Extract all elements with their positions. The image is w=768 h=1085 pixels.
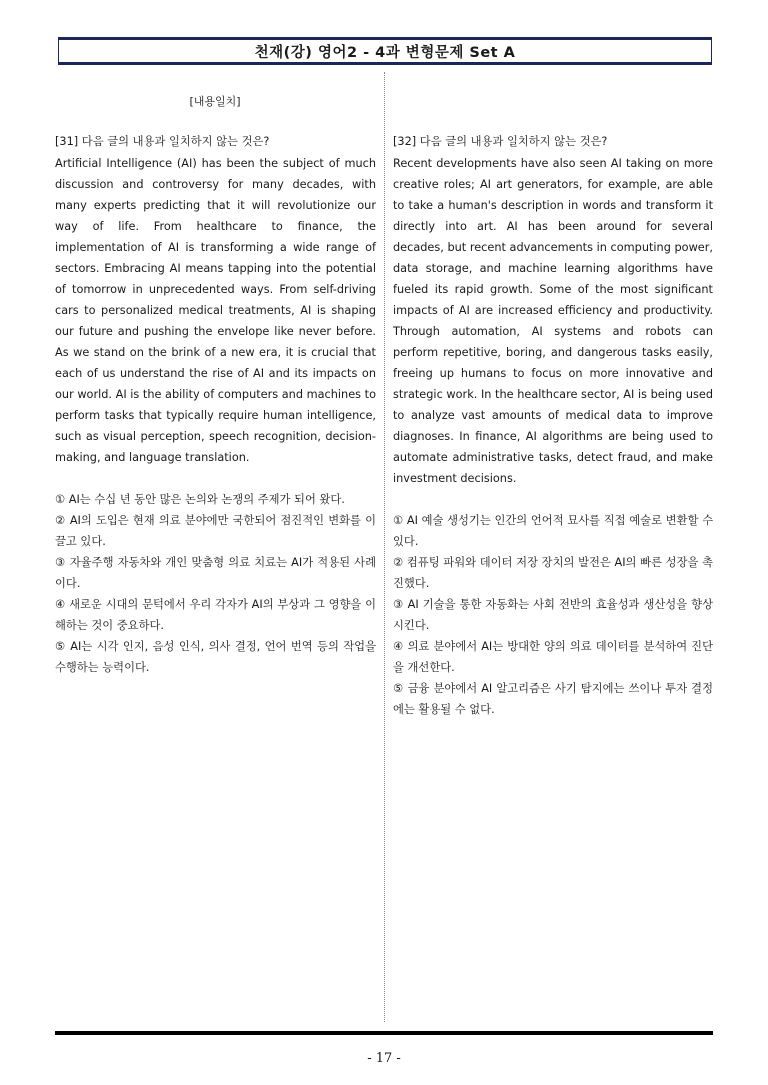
answer-option: ① AI는 수십 년 동안 많은 논의와 논쟁의 주제가 되어 왔다. <box>55 493 345 506</box>
question-32-options <box>393 510 713 720</box>
answer-option: ③ AI 기술을 통한 자동화는 사회 전반의 효율성과 생산성을 향상시킨다. <box>393 598 713 632</box>
question-31-passage: Artificial Intelligence (AI) has been the subject of much discussion and controversy for many decades, with many experts predicting that it will revolutionize our way of life. From healthcare to finance, the implementation of AI is transforming a wide range of sectors. Embracing AI means tapping into the potential of tomorrow in unprecedented ways. From self-driving cars to personalized medical treatments, AI is shaping our future and pushing the envelope like never before. As we stand on the brink of a new era, it is crucial that each of us understand the rise of AI and its impacts on our world. AI is the ability of computers and machines to perform tasks that typically require human intelligence, such as visual perception, speech recognition, decision-making, and language translation. <box>55 157 376 464</box>
question-32-passage: Recent developments have also seen AI taking on more creative roles; AI art generators, for example, are able to take a human's description in words and transform it directly into art. AI has been around for several decades, but recent advancements in computing power, data storage, and machine learning algorithms have fueled its rapid growth. Some of the most significant impacts of AI are increased efficiency and productivity. Through automation, AI systems and robots can perform repetitive, boring, and dangerous tasks easily, freeing up humans to focus on more innovative and strategic work. In the healthcare sector, AI is being used to analyze vast amounts of medical data to improve diagnoses. In finance, AI algorithms are being used to automate administrative tasks, detect fraud, and make investment decisions. <box>393 157 713 485</box>
question-31 <box>55 131 376 678</box>
footer-rule <box>55 1031 713 1035</box>
answer-option: ④ 새로운 시대의 문턱에서 우리 각자가 AI의 부상과 그 영향을 이해하는 것이 중요하다. <box>55 598 376 632</box>
section-label: [내용일치] <box>189 95 241 108</box>
answer-option: ② 컴퓨팅 파워와 데이터 저장 장치의 발전은 AI의 빠른 성장을 촉진했다. <box>393 556 713 590</box>
page-number: - 17 - <box>367 1051 401 1066</box>
question-32-prompt: [32] 다음 글의 내용과 일치하지 않는 것은? <box>393 135 608 148</box>
column-divider <box>384 72 385 1022</box>
answer-option: ② AI의 도입은 현재 의료 분야에만 국한되어 점진적인 변화를 이끌고 있다. <box>55 514 376 548</box>
page-header <box>58 37 712 65</box>
question-31-options <box>55 489 376 678</box>
answer-option: ⑤ 금융 분야에서 AI 알고리즘은 사기 탐지에는 쓰이나 투자 결정에는 활용될 수 없다. <box>393 682 713 716</box>
answer-option: ⑤ AI는 시각 인지, 음성 인식, 의사 결정, 언어 번역 등의 작업을 수행하는 능력이다. <box>55 640 376 674</box>
answer-option: ③ 자율주행 자동차와 개인 맞춤형 의료 치료는 AI가 적용된 사례이다. <box>55 556 376 590</box>
question-31-prompt: [31] 다음 글의 내용과 일치하지 않는 것은? <box>55 135 270 148</box>
answer-option: ④ 의료 분야에서 AI는 방대한 양의 의료 데이터를 분석하여 진단을 개선한다. <box>393 640 713 674</box>
answer-option: ① AI 예술 생성기는 인간의 언어적 묘사를 직접 예술로 변환할 수 있다. <box>393 514 713 548</box>
question-32 <box>393 131 713 720</box>
page-title: 천재(강) 영어2 - 4과 변형문제 Set A <box>254 44 516 61</box>
